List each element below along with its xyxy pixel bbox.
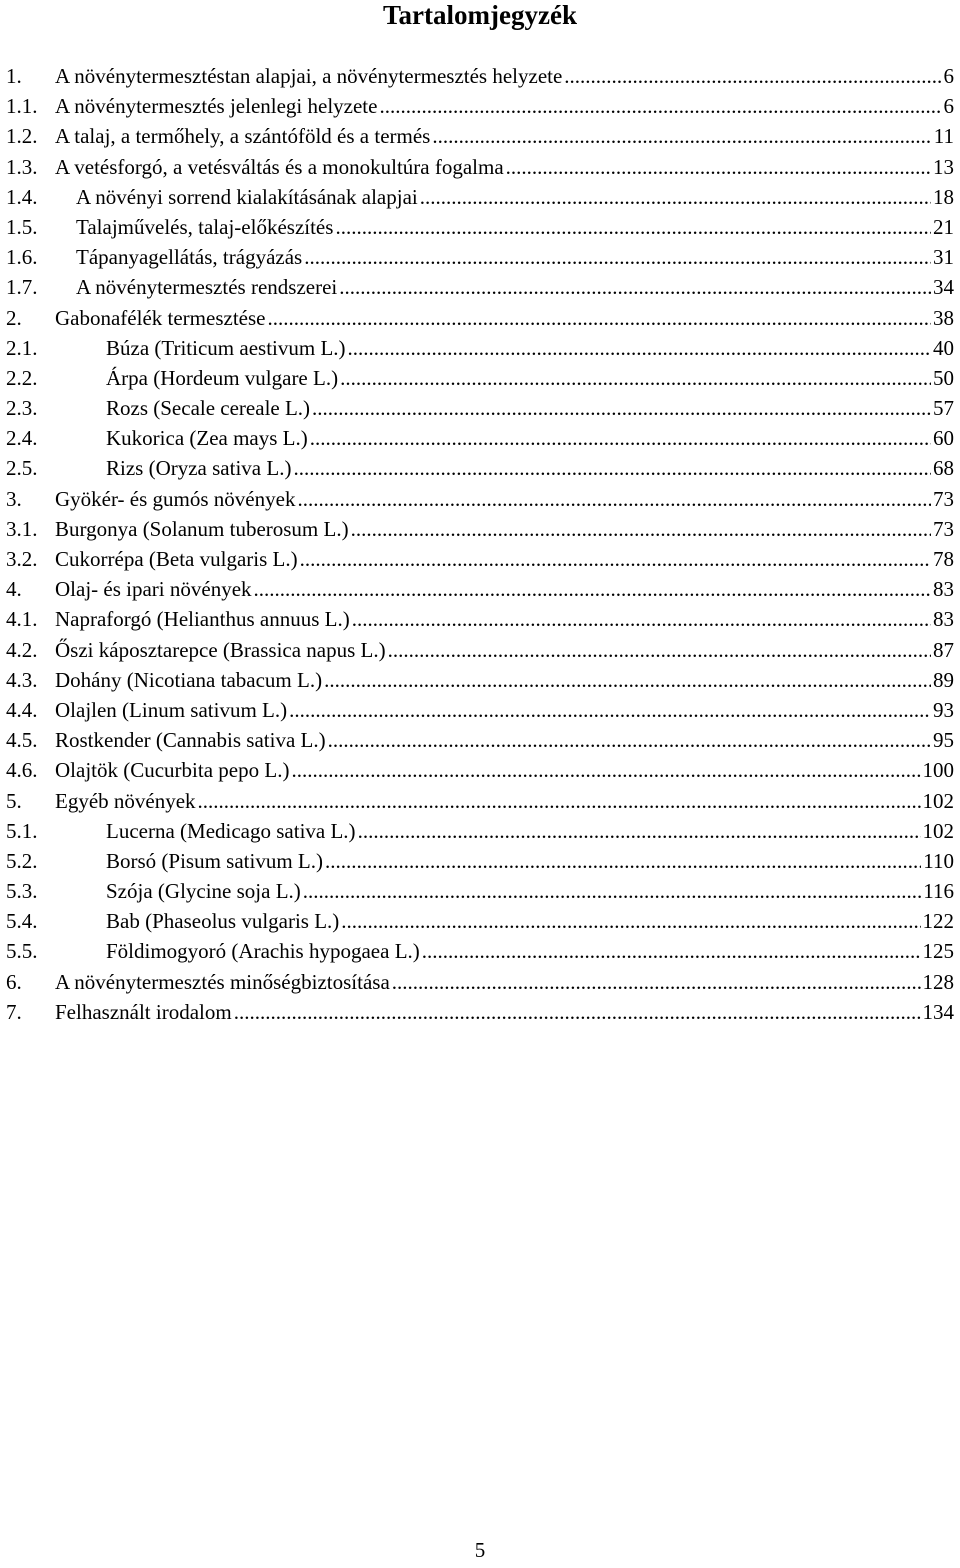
toc-entry-number: 5. <box>6 788 22 813</box>
dot-leader <box>310 423 931 453</box>
toc-entry-page: 102 <box>922 818 954 843</box>
toc-entry[interactable] <box>0 303 960 333</box>
toc-entry-body <box>55 604 954 634</box>
toc-entry-page: 18 <box>933 184 954 209</box>
toc-entry-label: Tápanyagellátás, trágyázás <box>76 245 303 270</box>
toc-entry-page: 83 <box>933 607 954 632</box>
toc-entry-page: 40 <box>933 335 954 360</box>
toc-entry-page: 13 <box>933 154 954 179</box>
toc-entry-page: 68 <box>933 456 954 481</box>
toc-entry[interactable] <box>0 242 960 272</box>
dot-leader <box>312 393 931 423</box>
page-number: 5 <box>474 1538 486 1562</box>
toc-entry[interactable] <box>0 453 960 483</box>
toc-entry-page: 128 <box>922 969 954 994</box>
toc-entry-number: 5.3. <box>6 879 38 904</box>
dot-leader <box>234 997 921 1027</box>
toc-entry-number: 3.1. <box>6 516 38 541</box>
toc-entry-body <box>76 212 954 242</box>
toc-entry[interactable] <box>0 816 960 846</box>
toc-entry-number: 4.5. <box>6 728 38 753</box>
toc-entry-number: 1.2. <box>6 124 38 149</box>
toc-entry-page: 100 <box>922 758 954 783</box>
dot-leader <box>254 574 931 604</box>
toc-entry[interactable] <box>0 333 960 363</box>
toc-entry-label: Búza (Triticum aestivum L.) <box>106 335 346 360</box>
dot-leader <box>325 846 921 876</box>
toc-entry-body <box>76 272 954 302</box>
toc-entry[interactable] <box>0 182 960 212</box>
toc-entry[interactable] <box>0 121 960 151</box>
toc-entry-number: 3.2. <box>6 547 38 571</box>
toc-entry[interactable] <box>0 725 960 755</box>
toc-entry-label: A növénytermesztés rendszerei <box>76 275 338 300</box>
dot-leader <box>303 876 921 906</box>
toc-entry-page: 83 <box>933 577 954 602</box>
toc-entry-number: 1.3. <box>6 154 38 179</box>
toc-entry-page: 38 <box>933 305 954 330</box>
toc-entry-page: 50 <box>933 365 954 390</box>
toc-entry-body <box>55 786 954 816</box>
toc-entry-label: Borsó (Pisum sativum L.) <box>106 848 324 873</box>
toc-entry[interactable] <box>0 544 960 574</box>
toc-entry-page: 89 <box>933 667 954 692</box>
toc-entry-number: 5.4. <box>6 909 38 934</box>
toc-entry-body <box>106 936 954 966</box>
toc-entry[interactable] <box>0 786 960 816</box>
toc-entry-label: Talajművelés, talaj-előkészítés <box>76 214 334 239</box>
dot-leader <box>339 272 931 302</box>
toc-entry[interactable] <box>0 936 960 966</box>
toc-entry-number: 4.4. <box>6 697 38 722</box>
toc-entry-number: 1.5. <box>6 214 38 239</box>
toc-entry[interactable] <box>0 755 960 785</box>
toc-entry-body <box>55 574 954 604</box>
toc-entry-body <box>55 635 954 665</box>
toc-entry-page: 87 <box>933 637 954 662</box>
toc-entry-label: A növénytermesztés minőségbiztosítása <box>55 969 390 994</box>
toc-entry-label: A növénytermesztés jelenlegi helyzete <box>55 94 378 119</box>
dot-leader <box>297 484 931 514</box>
toc-entry-number: 1.6. <box>6 245 38 270</box>
toc-entry-number: 6. <box>6 969 22 994</box>
dot-leader <box>388 635 931 665</box>
toc-entry-body <box>106 333 954 363</box>
toc-entry[interactable] <box>0 876 960 906</box>
toc-entry-body <box>76 242 954 272</box>
dot-leader <box>506 152 931 182</box>
toc-entry[interactable] <box>0 152 960 182</box>
toc-entry-body <box>55 967 954 997</box>
toc-entry-label: A növénytermesztéstan alapjai, a növénytermesztés helyzete <box>55 64 563 88</box>
toc-entry-page: 6 <box>943 64 954 88</box>
dot-leader <box>291 755 920 785</box>
toc-entry-body <box>106 393 954 423</box>
toc-entry-number: 3. <box>6 486 22 511</box>
toc-entry-body <box>76 182 954 212</box>
dot-leader <box>328 725 931 755</box>
toc-entry-page: 95 <box>933 728 954 753</box>
toc-entry-body <box>55 544 954 574</box>
toc-entry-label: A vetésforgó, a vetésváltás és a monokultúra fogalma <box>55 154 504 179</box>
toc-entry-page: 60 <box>933 426 954 451</box>
toc-entry-page: 122 <box>922 909 954 934</box>
dot-leader <box>293 453 931 483</box>
toc-entry-label: Őszi káposztarepce (Brassica napus L.) <box>55 637 386 662</box>
toc-entry[interactable] <box>0 514 960 544</box>
toc-entry-page: 11 <box>933 124 954 149</box>
toc-entry-number: 2. <box>6 305 22 330</box>
toc-entry[interactable] <box>0 363 960 393</box>
toc-entry-body <box>55 152 954 182</box>
toc-entry-page: 134 <box>922 999 954 1024</box>
toc-entry-page: 21 <box>933 214 954 239</box>
toc-entry-label: Olajlen (Linum sativum L.) <box>55 697 288 722</box>
dot-leader <box>304 242 931 272</box>
dot-leader <box>198 786 921 816</box>
toc-entry-label: Olaj- és ipari növények <box>55 577 252 602</box>
toc-entry-page: 93 <box>933 697 954 722</box>
toc-entry-number: 5.5. <box>6 939 38 964</box>
dot-leader <box>392 967 921 997</box>
toc-entry-number: 1. <box>6 64 22 88</box>
toc-entry-page: 110 <box>923 848 954 873</box>
toc-entry-label: Földimogyoró (Arachis hypogaea L.) <box>106 939 420 964</box>
toc-entry-label: A növényi sorrend kialakításának alapjai <box>76 184 418 209</box>
toc-entry-body <box>55 91 954 121</box>
dot-leader <box>358 816 921 846</box>
toc-entry[interactable] <box>0 393 960 423</box>
toc-entry-number: 4.6. <box>6 758 38 783</box>
toc-entry-number: 7. <box>6 999 22 1024</box>
toc-entry-label: Dohány (Nicotiana tabacum L.) <box>55 667 323 692</box>
toc-entry-label: A talaj, a termőhely, a szántóföld és a termés <box>55 124 431 149</box>
toc-entry-label: Lucerna (Medicago sativa L.) <box>106 818 356 843</box>
toc-entry-page: 116 <box>923 879 954 904</box>
toc-entry[interactable] <box>0 906 960 936</box>
toc-entry-body <box>55 484 954 514</box>
dot-leader <box>324 665 931 695</box>
toc-entry-number: 2.4. <box>6 426 38 451</box>
page-title: Tartalomjegyzék <box>383 0 577 30</box>
toc-entry-body <box>55 997 954 1027</box>
toc-entry-page: 78 <box>933 547 954 571</box>
toc-entry-label: Kukorica (Zea mays L.) <box>106 426 308 451</box>
toc-entry-label: Árpa (Hordeum vulgare L.) <box>106 365 339 390</box>
toc-entry-number: 5.1. <box>6 818 38 843</box>
toc-entry[interactable] <box>0 91 960 121</box>
toc-entry-number: 4. <box>6 577 22 602</box>
toc-entry-number: 2.2. <box>6 365 38 390</box>
toc-entry-page: 6 <box>943 94 954 119</box>
toc-entry-body <box>106 453 954 483</box>
toc-entry-label: Szója (Glycine soja L.) <box>106 879 301 904</box>
toc-entry[interactable] <box>0 846 960 876</box>
dot-leader <box>341 906 920 936</box>
toc-entry-label: Bab (Phaseolus vulgaris L.) <box>106 909 340 934</box>
toc-entry-label: Felhasznált irodalom <box>55 999 232 1024</box>
dot-leader <box>340 363 931 393</box>
toc-entry-number: 4.1. <box>6 607 38 632</box>
toc-entry-body <box>55 665 954 695</box>
toc-entry-page: 73 <box>933 516 954 541</box>
toc-entry[interactable] <box>0 967 960 997</box>
toc-entry-label: Rostkender (Cannabis sativa L.) <box>55 728 326 753</box>
dot-leader <box>352 604 931 634</box>
toc-entry-page: 31 <box>933 245 954 270</box>
toc-entry-body <box>106 816 954 846</box>
toc-entry-label: Cukorrépa (Beta vulgaris L.) <box>55 547 298 571</box>
toc-entry-number: 1.7. <box>6 275 38 300</box>
toc-entry[interactable] <box>0 695 960 725</box>
dot-leader <box>351 514 931 544</box>
toc-entry-page: 73 <box>933 486 954 511</box>
toc-entry-body <box>55 121 954 151</box>
toc-entry-number: 1.1. <box>6 94 38 119</box>
toc-entry-body <box>55 695 954 725</box>
toc-entry-label: Egyéb növények <box>55 788 196 813</box>
toc-entry[interactable] <box>0 423 960 453</box>
table-of-contents <box>0 61 960 1027</box>
toc-entry-number: 4.3. <box>6 667 38 692</box>
toc-entry-body <box>106 423 954 453</box>
toc-entry-number: 4.2. <box>6 637 38 662</box>
dot-leader <box>335 212 931 242</box>
dot-leader <box>379 91 941 121</box>
toc-entry-label: Olajtök (Cucurbita pepo L.) <box>55 758 290 783</box>
toc-entry[interactable] <box>0 272 960 302</box>
toc-entry[interactable] <box>0 635 960 665</box>
toc-entry-number: 2.1. <box>6 335 38 360</box>
toc-entry[interactable] <box>0 604 960 634</box>
toc-entry-label: Rizs (Oryza sativa L.) <box>106 456 292 481</box>
toc-entry-number: 2.3. <box>6 396 38 421</box>
dot-leader <box>420 182 931 212</box>
toc-entry-page: 125 <box>922 939 954 964</box>
toc-entry-body <box>106 876 954 906</box>
toc-entry-label: Napraforgó (Helianthus annuus L.) <box>55 607 350 632</box>
toc-entry-body <box>55 725 954 755</box>
toc-entry-number: 5.2. <box>6 848 38 873</box>
toc-entry[interactable] <box>0 484 960 514</box>
toc-entry-label: Rozs (Secale cereale L.) <box>106 396 311 421</box>
dot-leader <box>564 61 941 91</box>
toc-entry[interactable] <box>0 61 960 91</box>
toc-entry-label: Burgonya (Solanum tuberosum L.) <box>55 516 349 541</box>
toc-entry[interactable] <box>0 665 960 695</box>
toc-entry[interactable] <box>0 574 960 604</box>
toc-entry-body <box>55 61 954 91</box>
dot-leader <box>348 333 931 363</box>
toc-entry-page: 102 <box>922 788 954 813</box>
dot-leader <box>432 121 931 151</box>
toc-entry-number: 2.5. <box>6 456 38 481</box>
toc-entry-body <box>106 906 954 936</box>
dot-leader <box>267 303 931 333</box>
toc-entry[interactable] <box>0 212 960 242</box>
dot-leader <box>422 936 921 966</box>
toc-entry[interactable] <box>0 997 960 1027</box>
dot-leader <box>289 695 931 725</box>
toc-entry-label: Gabonafélék termesztése <box>55 305 266 330</box>
toc-entry-label: Gyökér- és gumós növények <box>55 486 296 511</box>
toc-entry-number: 1.4. <box>6 184 38 209</box>
toc-entry-body <box>106 846 954 876</box>
dot-leader <box>300 544 931 574</box>
toc-entry-page: 34 <box>933 275 954 300</box>
toc-entry-body <box>55 514 954 544</box>
toc-entry-page: 57 <box>933 396 954 421</box>
toc-entry-body <box>106 363 954 393</box>
toc-entry-body <box>55 755 954 785</box>
toc-entry-body <box>55 303 954 333</box>
